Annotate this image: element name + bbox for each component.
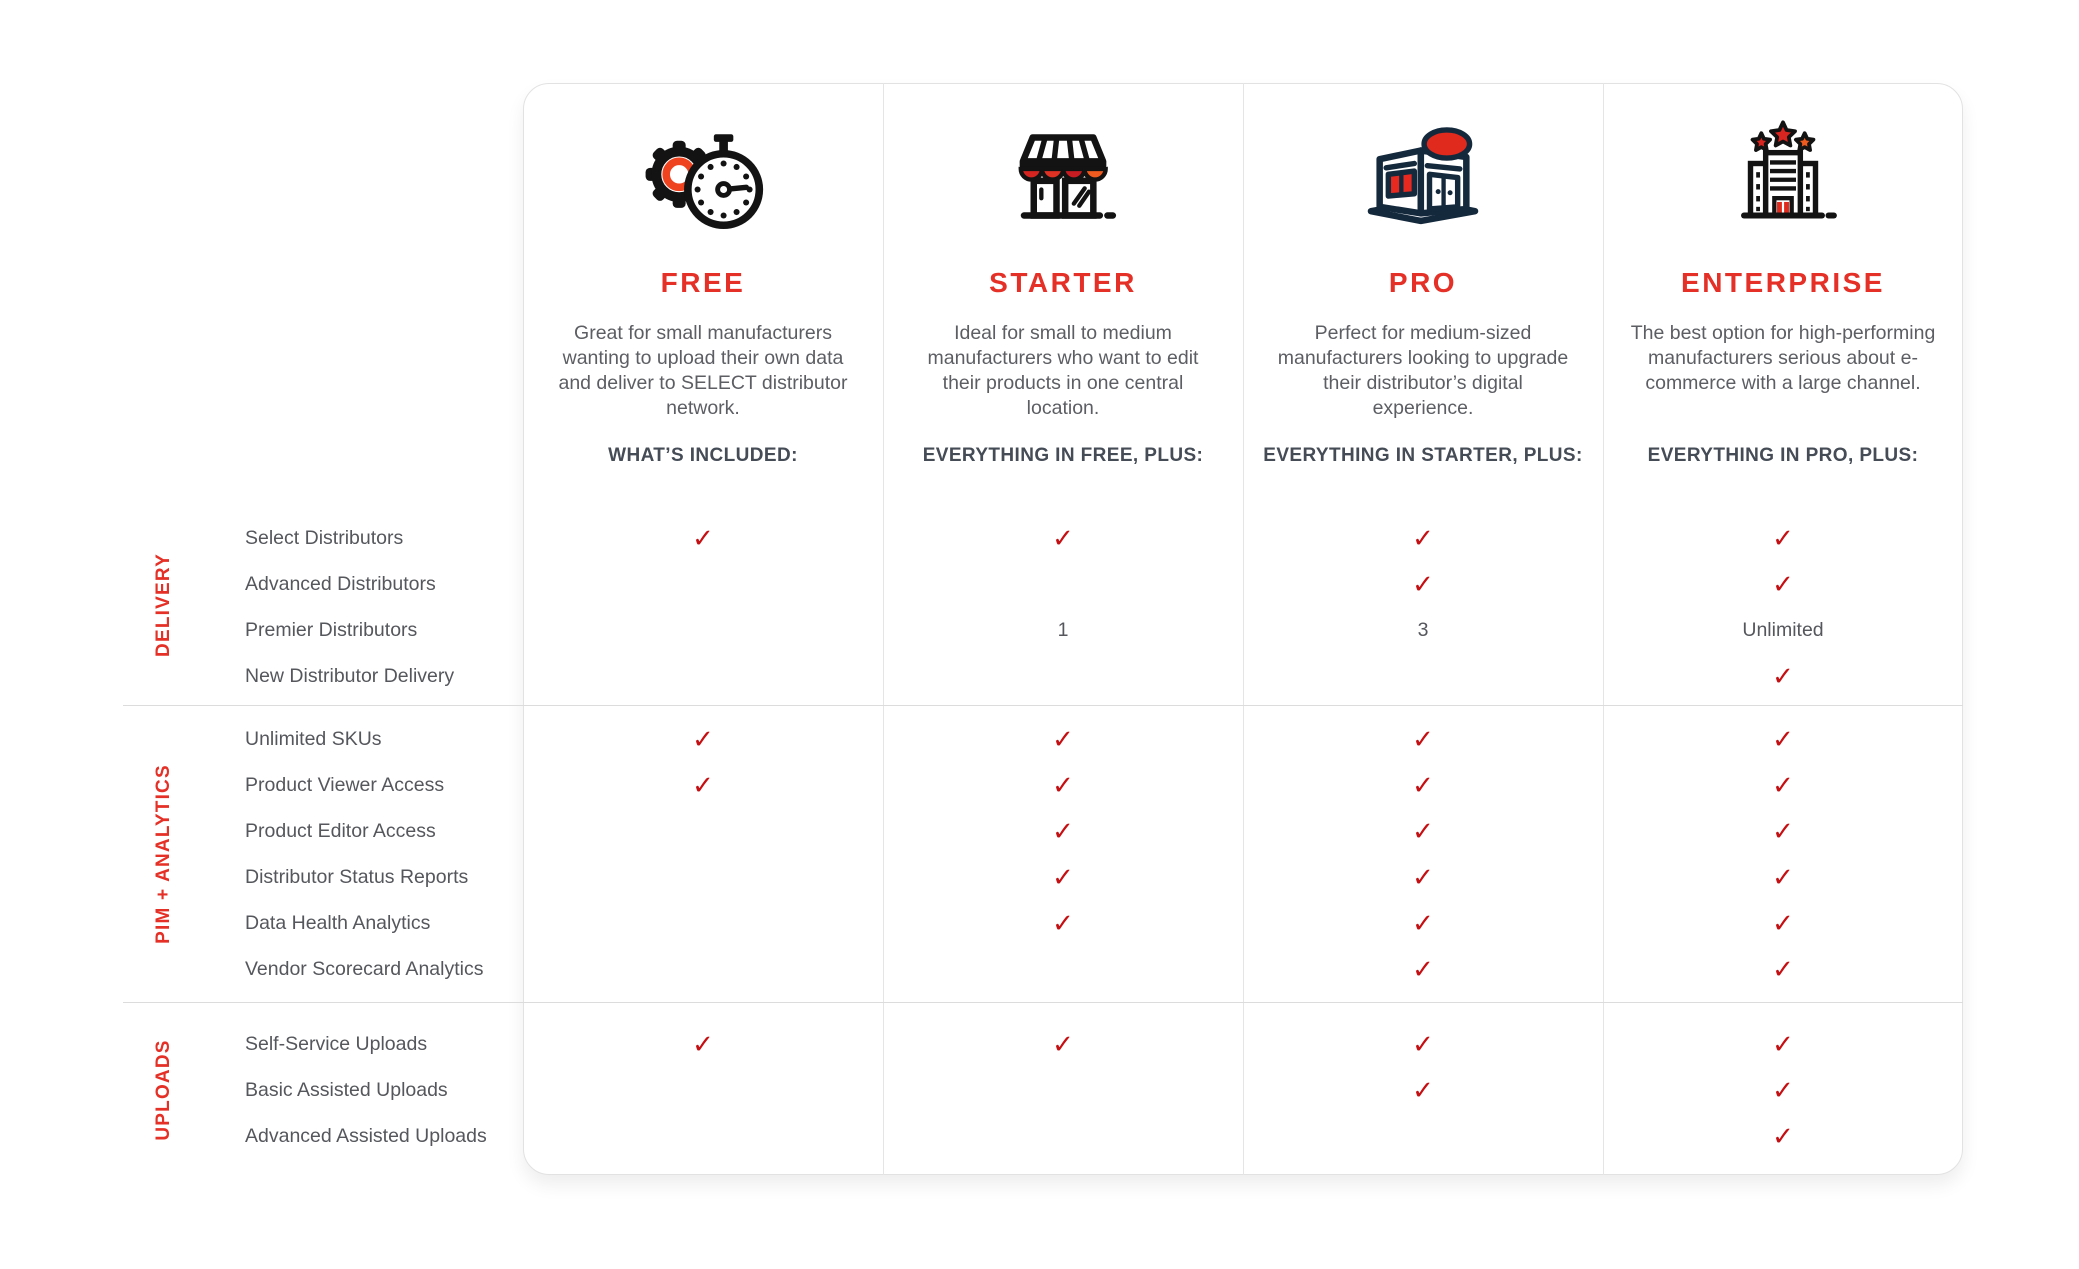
plan-column-free: [523, 83, 883, 505]
feature-cell: Unlimited: [1742, 618, 1824, 641]
group-label-uploads: UPLOADS: [153, 1039, 174, 1141]
feature-label: Distributor Status Reports: [245, 865, 469, 888]
feature-label: Premier Distributors: [245, 618, 418, 641]
plan-included-header: EVERYTHING IN STARTER, PLUS:: [1263, 445, 1583, 466]
group-label-delivery: DELIVERY: [153, 553, 174, 657]
feature-label: Advanced Distributors: [245, 572, 436, 595]
feature-cell: ✓: [1772, 907, 1794, 938]
plan-name: PRO: [1388, 267, 1458, 298]
feature-label: Product Viewer Access: [245, 773, 445, 796]
feature-cell: [1243, 653, 1603, 699]
plan-column-starter: [883, 83, 1243, 505]
feature-group-pim-analytics: [123, 705, 1963, 1002]
feature-cell: ✓: [1412, 1074, 1434, 1105]
plan-column-enterprise: [1603, 83, 1963, 505]
shop-building-icon: [1358, 107, 1488, 259]
feature-cell: ✓: [1772, 1074, 1794, 1105]
feature-cell: ✓: [1412, 723, 1434, 754]
feature-cell: [883, 561, 1243, 607]
feature-cell: [523, 1113, 883, 1159]
feature-cell: 1: [1057, 618, 1069, 641]
feature-cell: [883, 653, 1243, 699]
feature-cell: [523, 653, 883, 699]
plan-included-header: WHAT’S INCLUDED:: [608, 445, 798, 466]
feature-label: Basic Assisted Uploads: [245, 1078, 448, 1101]
gear-stopwatch-icon: [638, 107, 768, 259]
plans-header-row: [123, 83, 1963, 505]
plan-column-pro: [1243, 83, 1603, 505]
group-label-pim-analytics: PIM + ANALYTICS: [153, 764, 174, 944]
feature-cell: ✓: [1412, 861, 1434, 892]
plan-name: ENTERPRISE: [1681, 267, 1885, 298]
feature-cell: [523, 607, 883, 653]
feature-cell: [523, 808, 883, 854]
corporate-building-stars-icon: [1718, 107, 1848, 259]
plan-included-header: EVERYTHING IN PRO, PLUS:: [1647, 445, 1919, 466]
feature-cell: ✓: [1772, 1120, 1794, 1151]
feature-cell: [1243, 1113, 1603, 1159]
feature-label: Advanced Assisted Uploads: [245, 1124, 487, 1147]
feature-cell: [883, 1067, 1243, 1113]
feature-group-delivery: [123, 505, 1963, 705]
feature-cell: ✓: [1052, 769, 1074, 800]
feature-cell: ✓: [1412, 522, 1434, 553]
feature-cell: [523, 946, 883, 992]
feature-cell: ✓: [692, 769, 714, 800]
feature-cell: ✓: [1772, 953, 1794, 984]
feature-cell: ✓: [1412, 769, 1434, 800]
plan-name: STARTER: [989, 267, 1137, 298]
feature-cell: ✓: [1772, 861, 1794, 892]
feature-cell: ✓: [1772, 723, 1794, 754]
feature-cell: [523, 1067, 883, 1113]
feature-cell: ✓: [1412, 815, 1434, 846]
feature-cell: ✓: [692, 1028, 714, 1059]
feature-label: New Distributor Delivery: [245, 664, 455, 687]
feature-cell: ✓: [1052, 815, 1074, 846]
feature-cell: [523, 900, 883, 946]
pricing-comparison-table: [123, 83, 1963, 1177]
feature-cell: ✓: [1052, 907, 1074, 938]
storefront-icon: [998, 107, 1128, 259]
feature-group-uploads: [123, 1002, 1963, 1177]
plan-description: Ideal for small to medium manufacturers who want to edit their products in one central location.: [927, 322, 1199, 419]
feature-label: Product Editor Access: [245, 819, 436, 842]
feature-cell: ✓: [1412, 568, 1434, 599]
feature-cell: [523, 561, 883, 607]
feature-label: Data Health Analytics: [245, 911, 431, 934]
plan-description: Perfect for medium-sized manufacturers looking to upgrade their distributor’s digital experience.: [1277, 322, 1569, 419]
plan-description: Great for small manufacturers wanting to upload their own data and deliver to SELECT distributor network.: [558, 322, 848, 419]
feature-label: Vendor Scorecard Analytics: [245, 957, 484, 980]
feature-cell: ✓: [1772, 522, 1794, 553]
plan-included-header: EVERYTHING IN FREE, PLUS:: [922, 445, 1204, 466]
feature-cell: ✓: [1052, 861, 1074, 892]
feature-cell: [883, 1113, 1243, 1159]
feature-cell: ✓: [1412, 1028, 1434, 1059]
feature-cell: ✓: [1772, 660, 1794, 691]
feature-cell: ✓: [1052, 1028, 1074, 1059]
feature-label: Select Distributors: [245, 526, 404, 549]
feature-cell: [523, 854, 883, 900]
feature-label: Self-Service Uploads: [245, 1032, 428, 1055]
feature-cell: ✓: [1772, 1028, 1794, 1059]
feature-cell: [883, 946, 1243, 992]
feature-cell: ✓: [1772, 815, 1794, 846]
feature-cell: ✓: [692, 723, 714, 754]
feature-cell: ✓: [1412, 953, 1434, 984]
feature-cell: ✓: [1772, 568, 1794, 599]
feature-cell: ✓: [1052, 522, 1074, 553]
feature-cell: ✓: [1052, 723, 1074, 754]
header-spacer: [123, 83, 523, 505]
feature-label: Unlimited SKUs: [245, 727, 382, 750]
plan-description: The best option for high-performing manufacturers serious about e-commerce with a large channel.: [1630, 322, 1936, 394]
feature-cell: 3: [1417, 618, 1429, 641]
feature-cell: ✓: [692, 522, 714, 553]
feature-cell: ✓: [1412, 907, 1434, 938]
feature-cell: ✓: [1772, 769, 1794, 800]
plan-name: FREE: [660, 267, 746, 298]
